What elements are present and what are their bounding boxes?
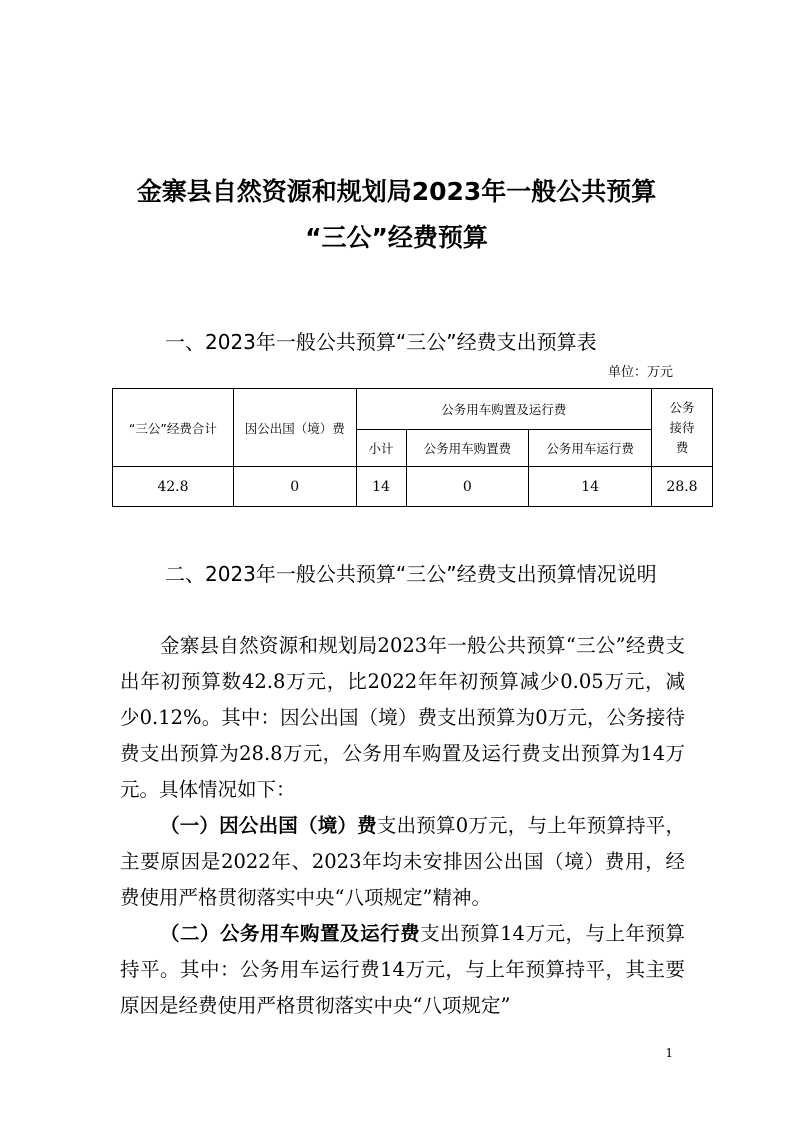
document-title-line1: 金寨县自然资源和规划局2023年一般公共预算 bbox=[136, 177, 657, 206]
header-reception-text: 公务接待费 bbox=[669, 399, 695, 455]
header-abroad: 因公出国（境）费 bbox=[233, 389, 356, 467]
unit-label: 单位：万元 bbox=[607, 365, 673, 380]
budget-table bbox=[112, 388, 713, 507]
value-total: 42.8 bbox=[113, 467, 234, 507]
header-vehicle-subtotal: 小计 bbox=[356, 430, 406, 467]
paragraph-vehicle bbox=[120, 916, 685, 1024]
header-vehicle-purchase: 公务用车购置费 bbox=[406, 430, 529, 467]
header-vehicle-operation: 公务用车运行费 bbox=[529, 430, 652, 467]
section1-heading: 一、2023年一般公共预算“三公”经费支出预算表 bbox=[165, 330, 597, 354]
page-number: 1 bbox=[665, 1046, 673, 1060]
value-reception: 28.8 bbox=[652, 467, 713, 507]
value-vehicle-subtotal: 14 bbox=[356, 467, 406, 507]
value-abroad: 0 bbox=[233, 467, 356, 507]
paragraph-abroad-text: 支出预算0万元，与上年预算持平，主要原因是2022年、2023年均未安排因公出国（境）费用，经费使用严格贯彻落实中央“八项规定”精神。 bbox=[120, 814, 685, 909]
paragraph-abroad bbox=[120, 808, 685, 916]
value-vehicle-operation: 14 bbox=[529, 467, 652, 507]
paragraph-abroad-label: （一）因公出国（境）费 bbox=[160, 814, 377, 837]
header-reception bbox=[652, 389, 713, 467]
paragraph-vehicle-label: （二）公务用车购置及运行费 bbox=[160, 922, 421, 945]
value-vehicle-purchase: 0 bbox=[406, 467, 529, 507]
section2-heading: 二、2023年一般公共预算“三公”经费支出预算情况说明 bbox=[165, 562, 657, 586]
paragraph-vehicle-text: 支出预算14万元，与上年预算持平。其中：公务用车运行费14万元，与上年预算持平，其主要原因是经费使用严格贯彻落实中央“八项规定” bbox=[120, 922, 685, 1017]
paragraph-summary: 金寨县自然资源和规划局2023年一般公共预算“三公”经费支出年初预算数42.8万元，比2022年年初预算减少0.05万元，减少0.12%。其中：因公出国（境）费支出预算为0万元，公务接待费支出预算为28.8万元，公务用车购置及运行费支出预算为14万元。具体情况如下： bbox=[120, 634, 685, 801]
document-title-line2: “三公”经费预算 bbox=[305, 223, 488, 252]
header-vehicle-group: 公务用车购置及运行费 bbox=[356, 389, 651, 430]
header-total: “三公”经费合计 bbox=[113, 389, 234, 467]
